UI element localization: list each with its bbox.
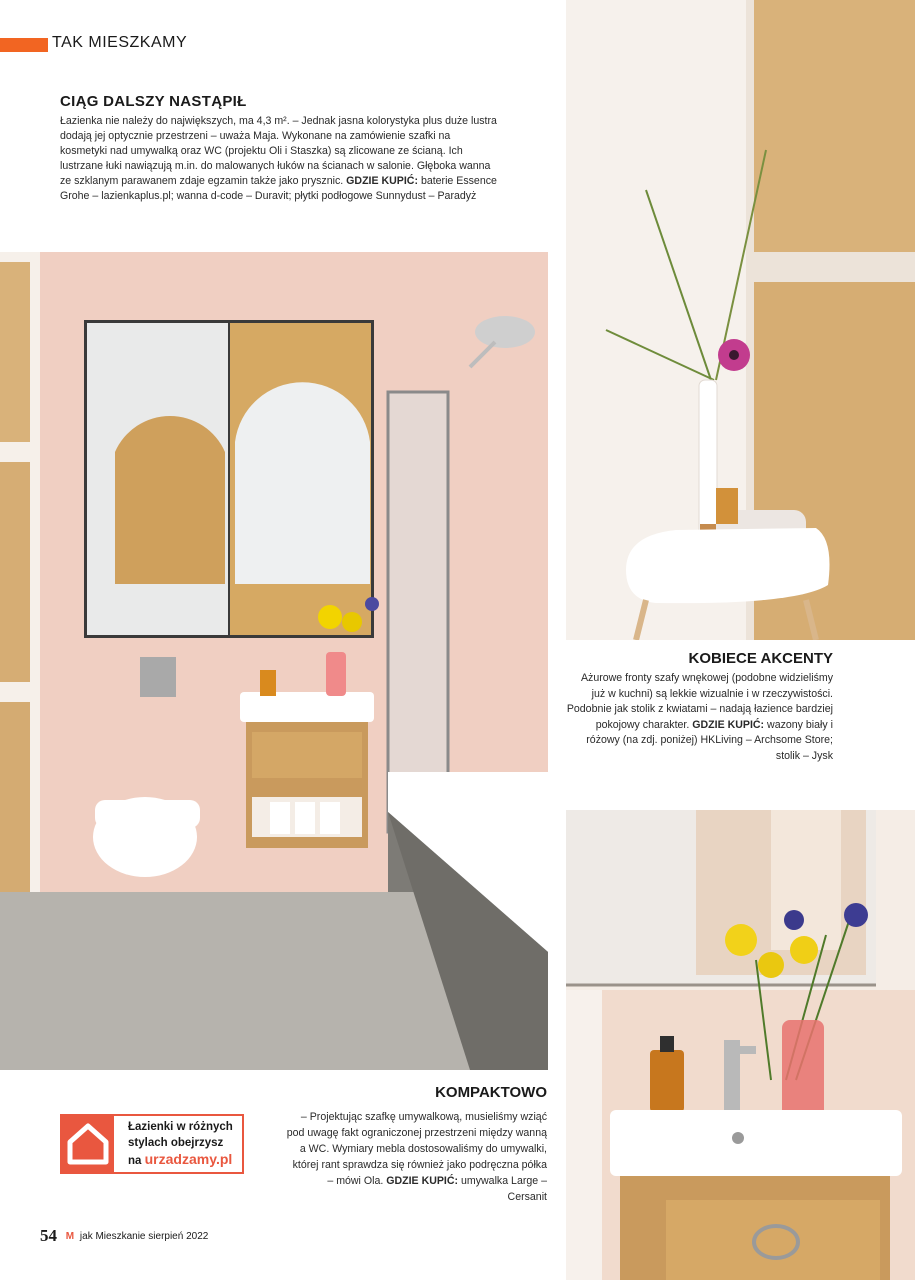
bottom-buy-label: GDZIE KUPIĆ:: [386, 1175, 459, 1187]
promo-link[interactable]: urzadzamy.pl: [144, 1151, 233, 1167]
main-heading: CIĄG DALSZY NASTĄPIŁ: [60, 93, 247, 110]
main-buy-text: baterie Essence Grohe – lazienkaplus.pl; wanna d-code – Duravit; płytki podłogowe Sunnydust – Paradyż: [60, 175, 497, 202]
main-body: [60, 114, 500, 204]
bottom-body: [285, 1109, 547, 1205]
promo-box[interactable]: [60, 1114, 244, 1174]
section-label: TAK MIESZKAMY: [52, 34, 188, 51]
sink-photo: [566, 810, 915, 1280]
promo-prefix: na: [128, 1155, 142, 1167]
right-buy-label: GDZIE KUPIĆ:: [692, 718, 765, 731]
magazine-name: jak Mieszkanie: [79, 1231, 146, 1242]
main-buy-label: GDZIE KUPIĆ:: [346, 175, 418, 187]
page-number: 54: [40, 1226, 57, 1245]
house-icon: [62, 1116, 114, 1172]
main-body-text: Łazienka nie należy do największych, ma 4,3 m². – Jednak jasna kolorystyka plus duże lustra dodają jej optycznie przestrzeni – uważa Maja. Wykonane na zamówienie szafki na kosmetyki nad umywalką oraz WC (projektu Oli i Staszka) są zlicowane ze ścianą. Ich lustrzane łuki nawiązują m.in. do malowanych łuków na ścianach w salonie. Głęboka wanna ze szklanym parawanem zdaje egzamin także jako prysznic.: [60, 115, 497, 187]
right-buy-text: wazony biały i różowy (na zdj. poniżej) HKLiving – Archsome Store; stolik – Jysk: [586, 718, 833, 762]
page-footer: [40, 1226, 208, 1246]
bottom-body-text: – Projektując szafkę umywalkową, musieliśmy wziąć pod uwagę fakt ograniczonej przestrzeni między wanną a WC. Wymiary mebla dostosowaliśmy do umywalki, której rant sprawdza się również jako podręczna półka – mówi Ola.: [286, 1111, 547, 1187]
promo-text: [128, 1119, 244, 1169]
issue-date: sierpień 2022: [148, 1231, 209, 1242]
right-body-text: Ażurowe fronty szafy wnękowej (podobne widzieliśmy już w kuchni) są lekkie wizualnie i w rzeczywistości. Podobnie jak stolik z kwiatami – nadają łazience bardziej pokojowy charakter.: [566, 672, 833, 731]
magazine-logo-mark: M: [65, 1231, 75, 1242]
right-heading: KOBIECE AKCENTY: [688, 650, 833, 667]
section-accent-bar: [0, 38, 48, 52]
bottom-heading: KOMPAKTOWO: [435, 1084, 547, 1101]
bottom-buy-text: umywalka Large – Cersanit: [461, 1175, 547, 1203]
promo-line-1: Łazienki w różnych: [128, 1121, 233, 1133]
side-table-photo: [566, 0, 915, 640]
promo-line-2: stylach obejrzysz: [128, 1137, 224, 1149]
right-body: [565, 671, 833, 764]
bathroom-photo: [0, 252, 548, 1070]
